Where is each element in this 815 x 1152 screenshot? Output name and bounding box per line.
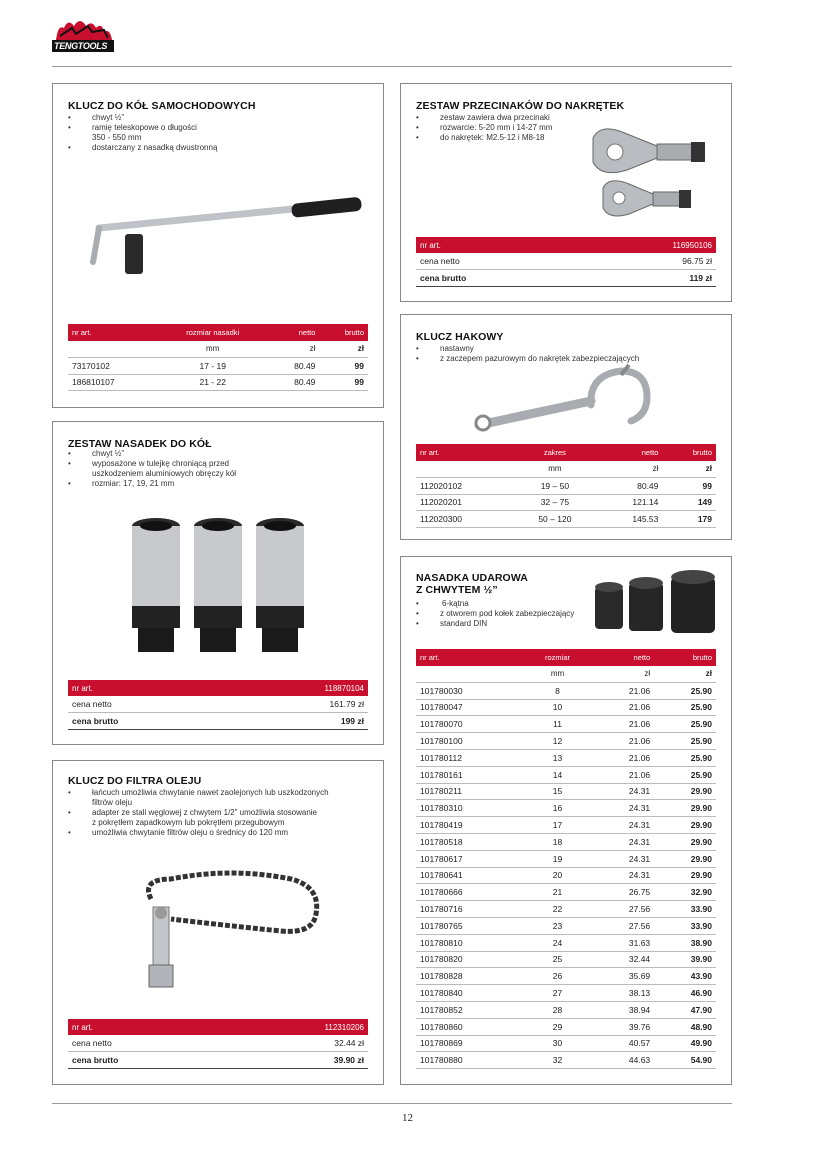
price-table [416, 649, 716, 1069]
feature-item: • wyposażone w tulejkę chroniącą przed uszkodzeniem aluminiowych obręczy kół [68, 459, 368, 479]
art-number: 101780820 [416, 951, 523, 968]
net-price: 31.63 [592, 934, 654, 951]
feature-list [68, 449, 368, 489]
gross-price-row [68, 713, 368, 730]
feature-item: • standard DIN [416, 619, 616, 629]
footer-divider [52, 1103, 732, 1104]
header-divider [52, 66, 732, 67]
gross-price: 39.90 zł [228, 1052, 368, 1069]
net-price: 32.44 [592, 951, 654, 968]
size-cell: 25 [523, 951, 593, 968]
gross-price: 32.90 [654, 884, 716, 901]
product-title: NASADKA UDAROWA Z CHWYTEM ½” [416, 572, 528, 596]
product-title: KLUCZ HAKOWY [416, 331, 504, 343]
table-row [416, 985, 716, 1002]
unit-cell: mm [523, 666, 593, 682]
size-cell: 18 [523, 833, 593, 850]
size-cell: 19 [523, 850, 593, 867]
net-price: 24.31 [592, 867, 654, 884]
size-cell: 22 [523, 901, 593, 918]
art-number: 101780666 [416, 884, 523, 901]
net-label: cena netto [68, 1035, 228, 1052]
net-price-row [68, 1035, 368, 1052]
table-row [416, 850, 716, 867]
price-box [416, 237, 716, 287]
gross-price: 33.90 [654, 917, 716, 934]
gross-price: 39.90 [654, 951, 716, 968]
net-price: 27.56 [592, 901, 654, 918]
table-row [416, 766, 716, 783]
net-price: 21.06 [592, 749, 654, 766]
table-row [416, 1035, 716, 1052]
price-header-row [68, 1019, 368, 1035]
price-header-row [416, 237, 716, 253]
net-price: 40.57 [592, 1035, 654, 1052]
gross-price: 48.90 [654, 1018, 716, 1035]
gross-price: 25.90 [654, 749, 716, 766]
size-cell: 32 [523, 1052, 593, 1069]
art-number: 101780070 [416, 716, 523, 733]
feature-list [416, 599, 616, 629]
art-number: 101780869 [416, 1035, 523, 1052]
column-header: nr art. [416, 649, 523, 666]
unit-cell: zł [595, 461, 662, 477]
net-price: 80.49 [267, 374, 319, 391]
net-price: 21.06 [592, 699, 654, 716]
art-label: nr art. [68, 680, 228, 696]
size-cell: 28 [523, 1001, 593, 1018]
table-row [416, 682, 716, 699]
art-number: 101780112 [416, 749, 523, 766]
gross-price: 54.90 [654, 1052, 716, 1069]
feature-item: • z zaczepem pazurowym do nakrętek zabezpieczających [416, 354, 716, 364]
net-price: 21.06 [592, 766, 654, 783]
column-header: nr art. [68, 324, 158, 341]
net-price: 24.31 [592, 817, 654, 834]
art-number: 101780617 [416, 850, 523, 867]
table-row [416, 699, 716, 716]
socket-set-image [128, 516, 328, 666]
net-price: 32.44 zł [228, 1035, 368, 1052]
product-card-oil-filter-wrench [52, 760, 384, 1085]
table-row [68, 357, 368, 374]
product-card-impact-socket [400, 556, 732, 1085]
gross-price: 49.90 [654, 1035, 716, 1052]
gross-price: 43.90 [654, 968, 716, 985]
table-row [416, 884, 716, 901]
unit-cell: zł [654, 666, 716, 682]
feature-item: • umożliwia chwytanie filtrów oleju o średnicy do 120 mm [68, 828, 378, 838]
table-row [416, 1001, 716, 1018]
column-header: rozmiar [523, 649, 593, 666]
size-cell: 13 [523, 749, 593, 766]
unit-cell [68, 341, 158, 357]
column-header: brutto [654, 649, 716, 666]
nut-splitter-image [587, 124, 717, 224]
feature-item: • ramię teleskopowe o długości 350 - 550 mm [68, 123, 368, 143]
net-price: 21.06 [592, 716, 654, 733]
net-price: 21.06 [592, 682, 654, 699]
gross-price: 25.90 [654, 766, 716, 783]
table-row [416, 917, 716, 934]
feature-item: • rozwarcie: 5-20 mm i 14-27 mm [416, 123, 716, 133]
net-price: 26.75 [592, 884, 654, 901]
feature-item: • 6-kątna [416, 599, 616, 609]
table-row [416, 800, 716, 817]
feature-list [416, 344, 716, 364]
net-price: 38.94 [592, 1001, 654, 1018]
net-price: 39.76 [592, 1018, 654, 1035]
table-row [416, 733, 716, 750]
art-number: 112310206 [228, 1019, 368, 1035]
art-number: 101780765 [416, 917, 523, 934]
product-title: KLUCZ DO FILTRA OLEJU [68, 775, 202, 787]
column-header: rozmiar nasadki [158, 324, 267, 341]
table-header-row [68, 324, 368, 341]
price-table [416, 444, 716, 528]
product-title: ZESTAW PRZECINAKÓW DO NAKRĘTEK [416, 100, 625, 112]
size-cell: 23 [523, 917, 593, 934]
unit-cell: zł [662, 461, 716, 477]
size-cell: 21 - 22 [158, 374, 267, 391]
size-cell: 30 [523, 1035, 593, 1052]
range-cell: 19 – 50 [514, 477, 595, 494]
gross-price: 33.90 [654, 901, 716, 918]
art-number: 186810107 [68, 374, 158, 391]
net-price: 145.53 [595, 511, 662, 528]
table-units-row [68, 341, 368, 357]
size-cell: 16 [523, 800, 593, 817]
art-label: nr art. [416, 237, 576, 253]
art-label: nr art. [68, 1019, 228, 1035]
table-row [416, 783, 716, 800]
gross-price: 29.90 [654, 817, 716, 834]
art-number: 116950106 [576, 237, 716, 253]
net-label: cena netto [416, 253, 576, 270]
art-number: 101780810 [416, 934, 523, 951]
gross-price: 29.90 [654, 850, 716, 867]
gross-price: 46.90 [654, 985, 716, 1002]
feature-item: • zestaw zawiera dwa przecinaki [416, 113, 716, 123]
size-cell: 8 [523, 682, 593, 699]
net-price: 24.31 [592, 800, 654, 817]
size-cell: 15 [523, 783, 593, 800]
column-header: brutto [662, 444, 716, 461]
gross-price: 149 [662, 494, 716, 511]
table-row [416, 867, 716, 884]
brand-name: TENGTOOLS [54, 41, 108, 51]
net-price-row [68, 696, 368, 713]
net-price: 24.31 [592, 850, 654, 867]
art-number: 101780518 [416, 833, 523, 850]
gross-price: 99 [662, 477, 716, 494]
net-price: 21.06 [592, 733, 654, 750]
range-cell: 50 – 120 [514, 511, 595, 528]
art-number: 112020102 [416, 477, 514, 494]
art-number: 101780310 [416, 800, 523, 817]
table-row [416, 1052, 716, 1069]
table-units-row [416, 666, 716, 682]
net-price-row [416, 253, 716, 270]
product-card-socket-set [52, 421, 384, 745]
price-header-row [68, 680, 368, 696]
art-number: 118870104 [228, 680, 368, 696]
product-title: ZESTAW NASADEK DO KÓŁ [68, 438, 212, 450]
column-header: nr art. [416, 444, 514, 461]
art-number: 101780100 [416, 733, 523, 750]
net-price: 24.31 [592, 833, 654, 850]
size-cell: 26 [523, 968, 593, 985]
product-card-wheel-wrench [52, 83, 384, 408]
column-header: brutto [319, 324, 368, 341]
table-row [416, 494, 716, 511]
gross-label: cena brutto [68, 713, 228, 730]
column-header: netto [595, 444, 662, 461]
net-label: cena netto [68, 696, 228, 713]
product-card-hook-wrench [400, 314, 732, 540]
feature-item: • dostarczany z nasadką dwustronną [68, 143, 368, 153]
feature-item: • łańcuch umożliwia chwytanie nawet zaolejonych lub uszkodzonych filtrów oleju [68, 788, 378, 808]
art-number: 101780716 [416, 901, 523, 918]
feature-item: • rozmiar: 17, 19, 21 mm [68, 479, 368, 489]
table-row [416, 968, 716, 985]
gross-price-row [68, 1052, 368, 1069]
size-cell: 12 [523, 733, 593, 750]
column-header: netto [267, 324, 319, 341]
table-row [416, 833, 716, 850]
gross-price: 38.90 [654, 934, 716, 951]
wheel-wrench-image [53, 204, 385, 304]
feature-list [68, 788, 378, 838]
table-units-row [416, 461, 716, 477]
unit-cell: zł [319, 341, 368, 357]
feature-item: • do nakrętek: M2.5-12 i M8-18 [416, 133, 716, 143]
feature-item: • z otworem pod kołek zabezpieczający [416, 609, 616, 619]
price-box [68, 1019, 368, 1069]
net-price: 80.49 [267, 357, 319, 374]
table-row [416, 511, 716, 528]
price-table [68, 324, 368, 391]
gross-label: cena brutto [68, 1052, 228, 1069]
art-number: 101780047 [416, 699, 523, 716]
gross-price: 99 [319, 374, 368, 391]
gross-label: cena brutto [416, 270, 576, 287]
gross-price: 25.90 [654, 682, 716, 699]
size-cell: 27 [523, 985, 593, 1002]
gross-price: 25.90 [654, 733, 716, 750]
size-cell: 21 [523, 884, 593, 901]
unit-cell: mm [514, 461, 595, 477]
gross-price: 29.90 [654, 783, 716, 800]
impact-socket-image [591, 571, 721, 641]
gross-price-row [416, 270, 716, 287]
size-cell: 29 [523, 1018, 593, 1035]
art-number: 101780211 [416, 783, 523, 800]
table-header-row [416, 649, 716, 666]
size-cell: 24 [523, 934, 593, 951]
art-number: 101780641 [416, 867, 523, 884]
size-cell: 20 [523, 867, 593, 884]
net-price: 27.56 [592, 917, 654, 934]
unit-cell: zł [267, 341, 319, 357]
table-header-row [416, 444, 716, 461]
net-price: 35.69 [592, 968, 654, 985]
net-price: 24.31 [592, 783, 654, 800]
gross-price: 29.90 [654, 833, 716, 850]
net-price: 161.79 zł [228, 696, 368, 713]
page-number: 12 [402, 1112, 413, 1124]
table-row [416, 951, 716, 968]
gross-price: 99 [319, 357, 368, 374]
table-row [416, 749, 716, 766]
art-number: 112020201 [416, 494, 514, 511]
net-price: 38.13 [592, 985, 654, 1002]
gross-price: 179 [662, 511, 716, 528]
art-number: 101780030 [416, 682, 523, 699]
gross-price: 29.90 [654, 867, 716, 884]
table-row [416, 934, 716, 951]
art-number: 101780828 [416, 968, 523, 985]
art-number: 101780419 [416, 817, 523, 834]
table-row [416, 817, 716, 834]
gross-price: 25.90 [654, 716, 716, 733]
art-number: 101780161 [416, 766, 523, 783]
table-row [416, 716, 716, 733]
feature-item: • nastawny [416, 344, 716, 354]
net-price: 80.49 [595, 477, 662, 494]
art-number: 101780852 [416, 1001, 523, 1018]
art-number: 101780880 [416, 1052, 523, 1069]
unit-cell: zł [592, 666, 654, 682]
table-row [68, 374, 368, 391]
column-header: zakres [514, 444, 595, 461]
range-cell: 32 – 75 [514, 494, 595, 511]
price-box [68, 680, 368, 730]
oil-filter-wrench-image [131, 869, 331, 999]
unit-cell [416, 461, 514, 477]
art-number: 112020300 [416, 511, 514, 528]
gross-price: 119 zł [576, 270, 716, 287]
table-row [416, 477, 716, 494]
unit-cell [416, 666, 523, 682]
art-number: 73170102 [68, 357, 158, 374]
net-price: 44.63 [592, 1052, 654, 1069]
column-header: netto [592, 649, 654, 666]
net-price: 96.75 zł [576, 253, 716, 270]
table-row [416, 1018, 716, 1035]
size-cell: 17 [523, 817, 593, 834]
feature-item: • chwyt ½” [68, 113, 368, 123]
size-cell: 10 [523, 699, 593, 716]
hook-wrench-image [471, 365, 671, 435]
brand-logo [52, 14, 116, 54]
feature-item: • chwyt ½” [68, 449, 368, 459]
unit-cell: mm [158, 341, 267, 357]
gross-price: 29.90 [654, 800, 716, 817]
feature-item: • adapter ze stali węglowej z chwytem 1/2” umożliwia stosowanie z pokrętłem zapadkowym lub pokrętłem przegubowym [68, 808, 378, 828]
gross-price: 25.90 [654, 699, 716, 716]
art-number: 101780840 [416, 985, 523, 1002]
gross-price: 47.90 [654, 1001, 716, 1018]
product-card-nut-splitter [400, 83, 732, 302]
net-price: 121.14 [595, 494, 662, 511]
product-title: KLUCZ DO KÓŁ SAMOCHODOWYCH [68, 100, 256, 112]
table-row [416, 901, 716, 918]
feature-list [68, 113, 368, 153]
size-cell: 11 [523, 716, 593, 733]
art-number: 101780860 [416, 1018, 523, 1035]
size-cell: 17 - 19 [158, 357, 267, 374]
gross-price: 199 zł [228, 713, 368, 730]
size-cell: 14 [523, 766, 593, 783]
